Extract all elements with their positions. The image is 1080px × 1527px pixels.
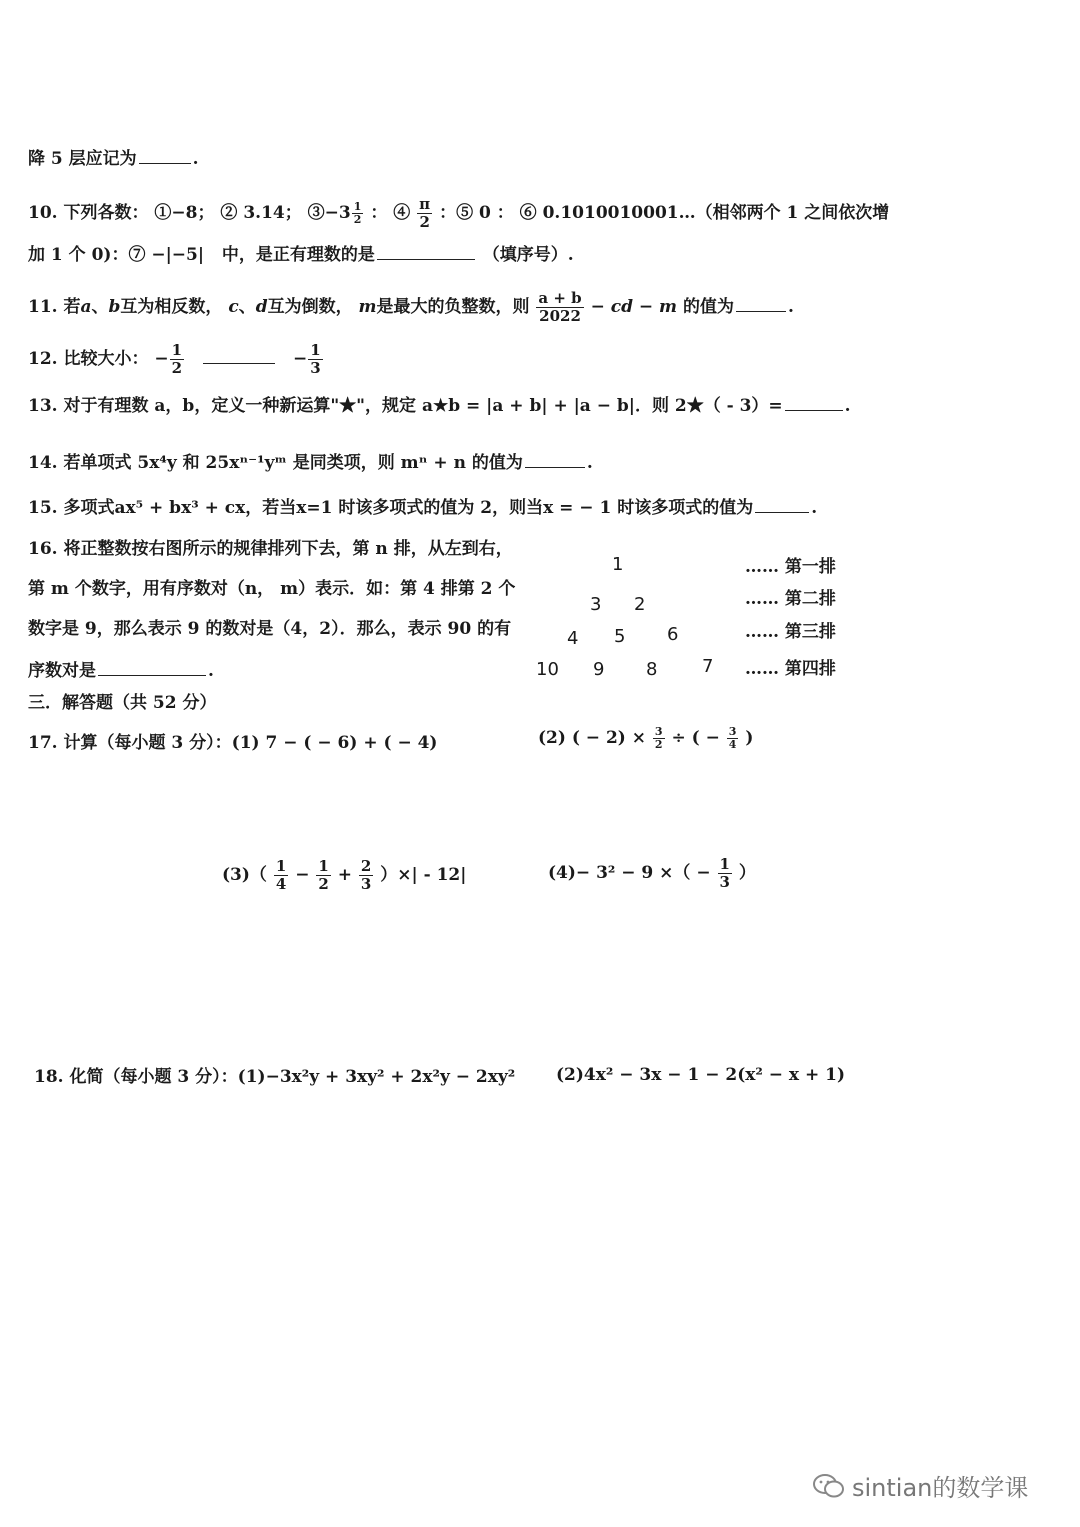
row-label: …… 第二排 (745, 589, 836, 609)
question-11: 11. 若a、b互为相反数， c、d互为倒数， m是最大的负整数，则 $\frac{a + b}{2022}$ − cd − m 的值为 . (28, 289, 794, 325)
question-16-line1: 16. 将正整数按右图所示的规律排列下去，第 n 排，从左到右， (28, 539, 513, 559)
wechat-icon (812, 1473, 846, 1499)
question-16-line4: 序数对是 . (28, 661, 214, 681)
row-label: …… 第四排 (745, 659, 836, 679)
tri-cell: 5 (614, 626, 626, 647)
question-17-part3: (3)（ $\frac{1}{4}$ − $\frac{1}{2}$ + $\frac{2}{3}$ ）×| - 12| (222, 857, 467, 893)
question-18-part1: 18. 化简（每小题 3 分）：(1)−3x²y + 3xy² + 2x²y − 2xy² (34, 1067, 516, 1087)
question-15: 15. 多项式ax⁵ + bx³ + cx，若当x=1 时该多项式的值为 2，则当x = − 1 时该多项式的值为 . (28, 498, 818, 518)
question-17-part1: 17. 计算（每小题 3 分）：(1) 7 − ( − 6) + ( − 4) (28, 733, 438, 753)
row-label: …… 第一排 (745, 557, 836, 577)
question-16-line2: 第 m 个数字，用有序数对（n， m）表示．如：第 4 排第 2 个 (28, 579, 516, 599)
question-14: 14. 若单项式 5x⁴y 和 25xⁿ⁻¹yᵐ 是同类项，则 mⁿ + n 的值为 . (28, 453, 593, 473)
tri-cell: 10 (536, 659, 559, 680)
watermark (812, 1468, 1028, 1503)
tri-cell: 3 (590, 594, 602, 615)
tri-cell: 4 (567, 628, 579, 649)
question-13: 13. 对于有理数 a，b，定义一种新运算"★"，规定 a★b = |a + b| + |a − b|．则 2★（ - 3）= . (28, 396, 851, 416)
tri-cell: 9 (593, 659, 605, 680)
tri-cell: 1 (612, 554, 624, 575)
tri-cell: 8 (646, 659, 658, 680)
question-18-part2: (2)4x² − 3x − 1 − 2(x² − x + 1) (556, 1065, 845, 1085)
question-10-line2: 加 1 个 0)：⑦ −|−5| 中，是正有理数的是 （填序号）. (28, 245, 574, 265)
question-12: 12. 比较大小： − $\frac{1}{2}$ − $\frac{1}{3}$ (28, 341, 321, 377)
q9-tail: 降 5 层应记为 . (28, 149, 199, 169)
question-17-part4: (4)− 3² − 9 ×（ − $\frac{1}{3}$ ） (548, 855, 756, 891)
tri-cell: 2 (634, 594, 646, 615)
question-17-part2: (2) ( − 2) × $\frac{3}{2}$ ÷ ( − $\frac{3}{4}$ ) (538, 725, 754, 751)
section-3-heading: 三．解答题（共 52 分） (28, 693, 217, 713)
tri-cell: 6 (667, 624, 679, 645)
tri-cell: 7 (702, 656, 714, 677)
question-10-line1: 10. 下列各数： ①−8； ② 3.14； ③−3 $\frac{1}{2}$ ： ④ $\frac{\pi}{2}$ ：⑤ 0 ： ⑥ 0.1010010001…（相邻两个 1 之间依次增 (28, 195, 890, 231)
row-label: …… 第三排 (745, 622, 836, 642)
watermark-text: sintian的数学课 (852, 1474, 1029, 1502)
question-16-line3: 数字是 9，那么表示 9 的数对是（4，2）．那么，表示 90 的有 (28, 619, 512, 639)
